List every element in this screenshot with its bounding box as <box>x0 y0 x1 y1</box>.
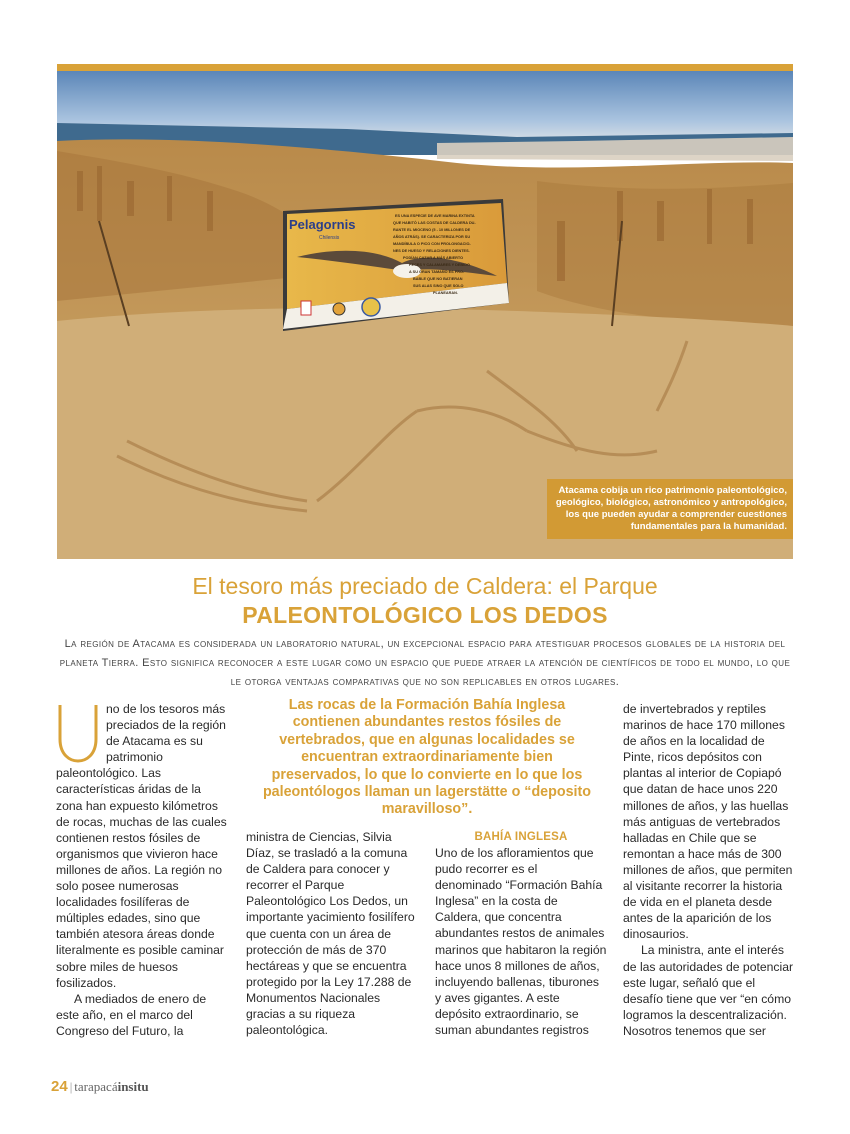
column-1 <box>56 701 228 1039</box>
column-4 <box>623 701 795 1039</box>
svg-text:RANTE EL MIOCENO (5 - 10 MILLO: RANTE EL MIOCENO (5 - 10 MILLONES DE <box>393 228 471 232</box>
column-2-paragraph-1: ministra de Ciencias, Silvia Díaz, se trasladó a la comuna de Caldera para conocer y recorrer el Parque Paleontológico Los Dedos, un importante yacimiento fosilífero que cuenta con un área de protección de más de 370 hectáreas y que se encuentra protegido por la Ley 17.288 de Monumentos Nacionales gracias a su riqueza paleontológica. <box>246 830 415 1038</box>
drop-cap-u <box>56 703 100 763</box>
pull-quote: Las rocas de la Formación Bahía Inglesa contienen abundantes restos fósiles de vertebrados, que en algunas localidades se encuentran extraordinariamente bien preservados, lo que lo convierte en lo que los paleontólogos llaman un lagerstätte o “deposito maravilloso”. <box>262 697 592 818</box>
sign-subtitle: Chilensis <box>319 235 340 241</box>
svg-text:PODÍAN CAZAR A MÁS ABIERTO: PODÍAN CAZAR A MÁS ABIERTO <box>403 256 464 260</box>
svg-text:A SU GRAN TAMAÑO ES PRO-: A SU GRAN TAMAÑO ES PRO- <box>409 270 465 274</box>
article-intro: La región de Atacama es considerada un laboratorio natural, un excepcional espacio para atestiguar procesos globales de la historia del planeta Tierra. Esto significa reconocer a este lugar como un espacio que puede atraer la atención de científicos de todo el mundo, lo que le otorga ventajas comparativas que no son replicables en otros lugares. <box>59 638 791 688</box>
article-title-line2: PALEONTOLÓGICO LOS DEDOS <box>242 602 608 628</box>
column-4-paragraph-2: La ministra, ante el interés de las autoridades de potenciar este lugar, señaló que el desafío tiene que ver “en cómo logramos la descentralización. Nosotros tenemos que ser <box>623 943 794 1038</box>
svg-text:SUS ALAS SINO QUE SOLO: SUS ALAS SINO QUE SOLO <box>413 284 464 288</box>
article-title-line1: El tesoro más preciado de Caldera: el Parque <box>192 573 658 599</box>
column-1-paragraph-1: no de los tesoros más preciados de la región de Atacama es su patrimonio paleontológico. Las características áridas de la zona han expuesto kilómetros de rocas, muchas de las cuales contienen restos fósiles de organismos que vivieron hace millones de años. La región no solo posee numerosas localidades fosilíferas de múltiples edades, sino que también atesora áreas donde literalmente es posible caminar sobre miles de huesos fosilizados. <box>56 702 227 990</box>
svg-text:U: U <box>56 703 57 704</box>
magazine-brand <box>74 1079 148 1094</box>
column-1-paragraph-2: A mediados de enero de este año, en el marco del Congreso del Futuro, la <box>56 991 207 1038</box>
hero-photo <box>57 71 793 559</box>
svg-text:AÑOS ATRÁS). SE CARACTERIZA PO: AÑOS ATRÁS). SE CARACTERIZA POR SU <box>393 235 471 239</box>
page-number: 24 <box>51 1078 68 1095</box>
svg-text:PLANEARAN.: PLANEARAN. <box>433 291 458 295</box>
svg-text:ES UNA ESPECIE DE AVE MARINA E: ES UNA ESPECIE DE AVE MARINA EXTINTA <box>395 214 475 218</box>
column-3 <box>435 845 607 1038</box>
svg-text:PECES Y CALAMARES Y DEBIDO: PECES Y CALAMARES Y DEBIDO <box>409 263 470 267</box>
svg-text:NES DE HUESO Y RELACIONES DIEN: NES DE HUESO Y RELACIONES DIENTES. <box>393 249 470 253</box>
svg-text:BABLE QUE NO BATIERAN: BABLE QUE NO BATIERAN <box>413 277 463 281</box>
brand-bold: insitu <box>117 1079 149 1094</box>
column-2 <box>246 829 418 1038</box>
svg-text:QUE HABITÓ LAS COSTAS DE CALDE: QUE HABITÓ LAS COSTAS DE CALDERA DU- <box>393 221 476 225</box>
brand-light: tarapacá <box>74 1079 118 1094</box>
column-3-paragraph-1: Uno de los afloramientos que pudo recorrer es el denominado “Formación Bahía Inglesa” en la costa de Caldera, que concentra abundantes restos de animales marinos que habitaron la región hace unos 8 millones de años, incluyendo ballenas, tiburones y aves gigantes. A este depósito extraordinario, se suman abundantes registros <box>435 846 607 1038</box>
column-4-paragraph-1: de invertebrados y reptiles marinos de hace 170 millones de años en la localidad de Pinte, ricos depósitos con plantas al interior de Copiapó que datan de hace unos 220 millones de años, y las huellas más antiguas de vertebrados halladas en Chile que se remontan a hace más de 300 millones de años, que permiten al visitante recorrer la historia de vida en el planeta desde antes de la aparición de los dinosaurios. <box>623 702 793 942</box>
photo-caption: Atacama cobija un rico patrimonio paleontológico, geológico, biológico, astronómico y antropológico, los que pueden ayudar a comprender cuestiones fundamentales para la humanidad. <box>547 479 793 539</box>
section-subhead: BAHÍA INGLESA <box>474 831 568 843</box>
sign-title: Pelagornis <box>289 217 356 232</box>
page-footer <box>51 1078 149 1096</box>
top-accent-rule <box>57 64 793 71</box>
footer-separator: | <box>69 1079 73 1094</box>
svg-text:MANDÍBULA O PICO CON PROLONGAC: MANDÍBULA O PICO CON PROLONGACIO- <box>393 242 471 246</box>
